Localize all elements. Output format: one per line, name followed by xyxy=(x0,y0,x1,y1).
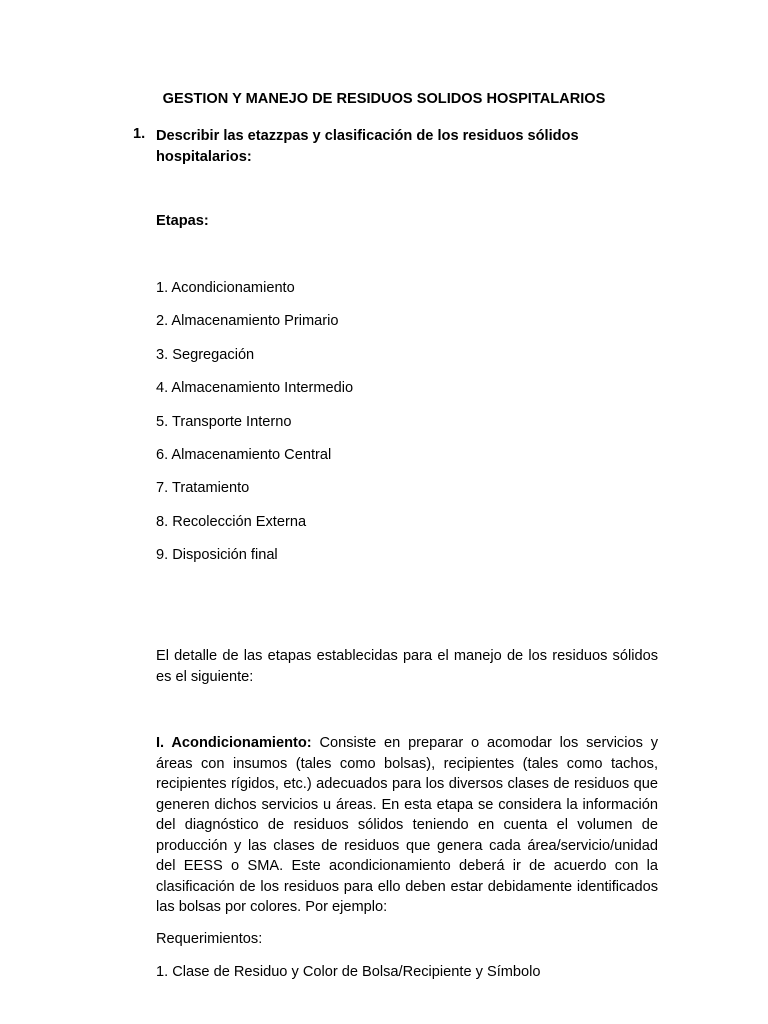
stage-item: 2. Almacenamiento Primario xyxy=(156,313,339,330)
stage-item: 5. Transporte Interno xyxy=(156,413,292,430)
section-acondicionamiento xyxy=(156,733,658,918)
stage-item: 9. Disposición final xyxy=(156,547,278,564)
question-text: Describir las etazzpas y clasificación de los residuos sólidos hospitalarios: xyxy=(156,128,579,165)
etapas-heading: Etapas: xyxy=(156,213,209,229)
section-body: Consiste en preparar o acomodar los servicios y áreas con insumos (tales como bolsas), recipientes (tales como tachos, recipientes rígidos, etc.) adecuados para los diversos clases de residuos que generen dichos servicios u áreas. En esta etapa se considera la información del diagnóstico de residuos sólidos teniendo en cuenta el volumen de producción y las clases de residuos que genera cada área/servicio/unidad del EESS o SMA. Este acondicionamiento deberá ir de acuerdo con la clasificación de los residuos para ello deben estar debidamente identificados las bolsas por colores. Por ejemplo: xyxy=(156,735,658,915)
stage-item: 3. Segregación xyxy=(156,346,255,363)
stage-item: 8. Recolección Externa xyxy=(156,513,307,530)
stages-list xyxy=(156,279,353,580)
requirement-item: 1. Clase de Residuo y Color de Bolsa/Recipiente y Símbolo xyxy=(156,964,541,980)
requirements-label: Requerimientos: xyxy=(156,931,263,947)
detail-paragraph: El detalle de las etapas establecidas para el manejo de los residuos sólidos es el siguiente: xyxy=(156,648,658,685)
question-number: 1. xyxy=(133,126,146,142)
stage-item: 6. Almacenamiento Central xyxy=(156,446,332,463)
stage-item: 7. Tratamiento xyxy=(156,480,250,497)
stage-item: 1. Acondicionamiento xyxy=(156,280,295,296)
section-heading: I. Acondicionamiento: xyxy=(156,735,312,751)
document-title: GESTION Y MANEJO DE RESIDUOS SOLIDOS HOSPITALARIOS xyxy=(162,91,606,107)
stage-item: 4. Almacenamiento Intermedio xyxy=(156,380,354,397)
